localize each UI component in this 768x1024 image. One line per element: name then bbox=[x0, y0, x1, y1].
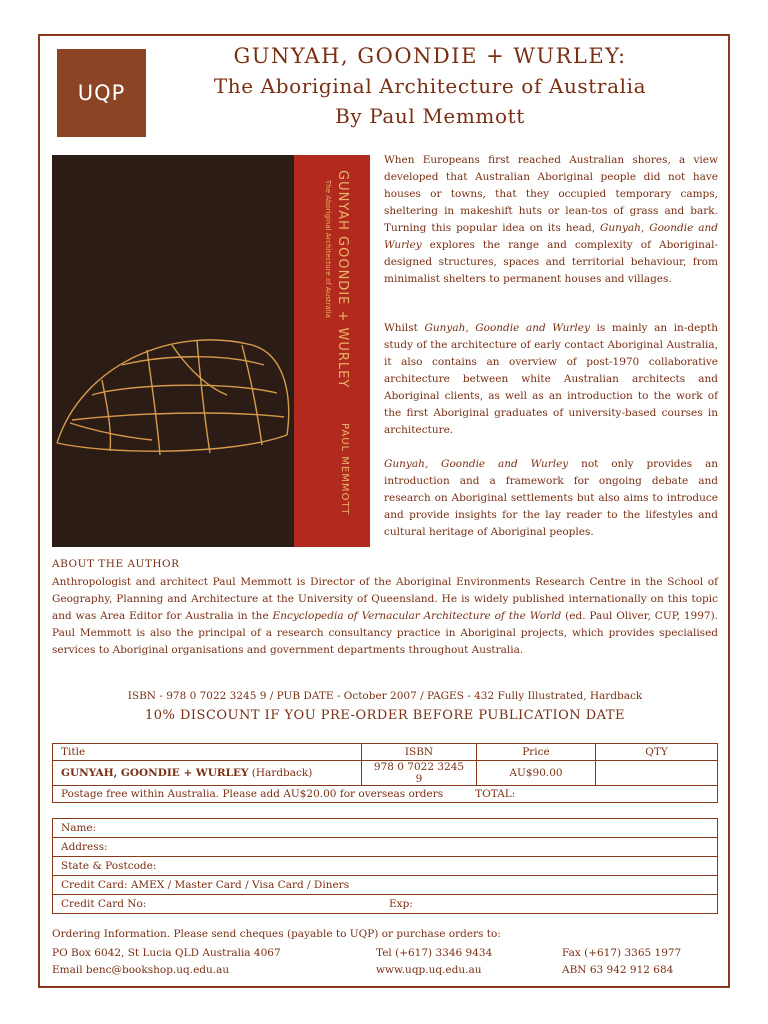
header-price: Price bbox=[477, 744, 596, 761]
header-title: Title bbox=[53, 744, 362, 761]
description-paragraph-2: Whilst Gunyah, Goondie and Wurley is mainly an in-depth study of the architecture of early contact Aboriginal Australia, it also contains an overview of post-1970 collaborative architecture between white Australian architects and Aboriginal clients, as well as an introduction to the work of the first Aboriginal graduates of university-based courses in architecture. bbox=[384, 322, 718, 436]
fax: Fax (+617) 3365 1977 bbox=[562, 947, 682, 959]
address-field[interactable]: Address: bbox=[53, 838, 717, 857]
book-cover bbox=[52, 155, 370, 547]
book-title: GUNYAH, GOONDIE + WURLEY: bbox=[233, 44, 627, 68]
header-isbn: ISBN bbox=[362, 744, 477, 761]
abn: ABN 63 942 912 684 bbox=[562, 964, 674, 976]
order-header-row bbox=[53, 744, 718, 761]
book-author: By Paul Memmott bbox=[335, 104, 525, 128]
order-item-row bbox=[53, 761, 718, 786]
expiry-field[interactable]: Exp: bbox=[389, 898, 413, 910]
header-qty: QTY bbox=[596, 744, 718, 761]
state-postcode-field[interactable]: State & Postcode: bbox=[53, 857, 717, 876]
email-link[interactable]: Email benc@bookshop.uq.edu.au bbox=[52, 964, 230, 976]
about-author-heading: ABOUT THE AUTHOR bbox=[52, 558, 180, 570]
postal-address: PO Box 6042, St Lucia QLD Australia 4067 bbox=[52, 947, 281, 959]
item-price: AU$90.00 bbox=[477, 761, 596, 786]
item-isbn: 978 0 7022 3245 9 bbox=[362, 761, 477, 786]
website-link[interactable]: www.uqp.uq.edu.au bbox=[376, 964, 482, 976]
discount-banner: 10% DISCOUNT IF YOU PRE-ORDER BEFORE PUBLICATION DATE bbox=[144, 708, 626, 723]
publication-details: ISBN - 978 0 7022 3245 9 / PUB DATE - October 2007 / PAGES - 432 Fully Illustrated, Hardback bbox=[127, 690, 643, 702]
description-paragraph-1: When Europeans first reached Australian shores, a view developed that Australian Aboriginal people did not have houses or towns, that they occupied temporary camps, sheltering in makeshift huts or lean-tos of grass and bark. Turning this popular idea on its head, Gunyah, Goondie and Wurley explores the range and complexity of Aboriginal-designed structures, spaces and territorial behaviour, from minimalist shelters to permanent houses and villages. bbox=[384, 154, 719, 285]
book-subtitle: The Aboriginal Architecture of Australia bbox=[213, 74, 647, 98]
description-paragraph-3: Gunyah, Goondie and Wurley not only provides an introduction and a framework for ongoing debate and research on Aboriginal settlements but also aims to introduce and provide insights for the lay reader to the lifestyles and cultural heritage of Aboriginal peoples. bbox=[384, 458, 718, 538]
spine-author: PAUL MEMMOTT bbox=[339, 423, 350, 516]
customer-form bbox=[52, 818, 718, 914]
ordering-intro: Ordering Information. Please send cheques (payable to UQP) or purchase orders to: bbox=[52, 928, 501, 940]
about-author-text: Anthropologist and architect Paul Memmott is Director of the Aboriginal Environments Research Centre in the School of Geography, Planning and Architecture at the University of Queensland. He is widely published internationally on this topic and was Area Editor for Australia in the Encyclopedia of Vernacular Architecture of the World (ed. Paul Oliver, CUP, 1997). Paul Memmott is also the principal of a research consultancy practice in Aboriginal projects, which provides specialised services to Aboriginal organisations and government departments throughout Australia. bbox=[52, 576, 718, 656]
spine-title: GUNYAH GOONDIE + WURLEY bbox=[335, 170, 350, 389]
item-title: GUNYAH, GOONDIE + WURLEY (Hardback) bbox=[53, 761, 362, 786]
name-field[interactable]: Name: bbox=[53, 819, 717, 838]
dome-illustration bbox=[52, 155, 370, 547]
postage-note: Postage free within Australia. Please add AU$20.00 for overseas orders TOTAL: bbox=[53, 786, 718, 803]
spine-subtitle: The Aboriginal Architecture of Australia bbox=[324, 180, 332, 318]
total-label: TOTAL: bbox=[475, 788, 516, 800]
postage-row bbox=[53, 786, 718, 803]
telephone: Tel (+617) 3346 9434 bbox=[376, 947, 493, 959]
item-qty-input[interactable] bbox=[596, 761, 718, 786]
credit-card-type-field[interactable]: Credit Card: AMEX / Master Card / Visa Card / Diners bbox=[53, 876, 717, 895]
credit-card-number-field[interactable]: Credit Card No: Exp: bbox=[53, 895, 717, 913]
order-table bbox=[52, 743, 718, 803]
uqp-logo: UQP bbox=[57, 49, 146, 137]
